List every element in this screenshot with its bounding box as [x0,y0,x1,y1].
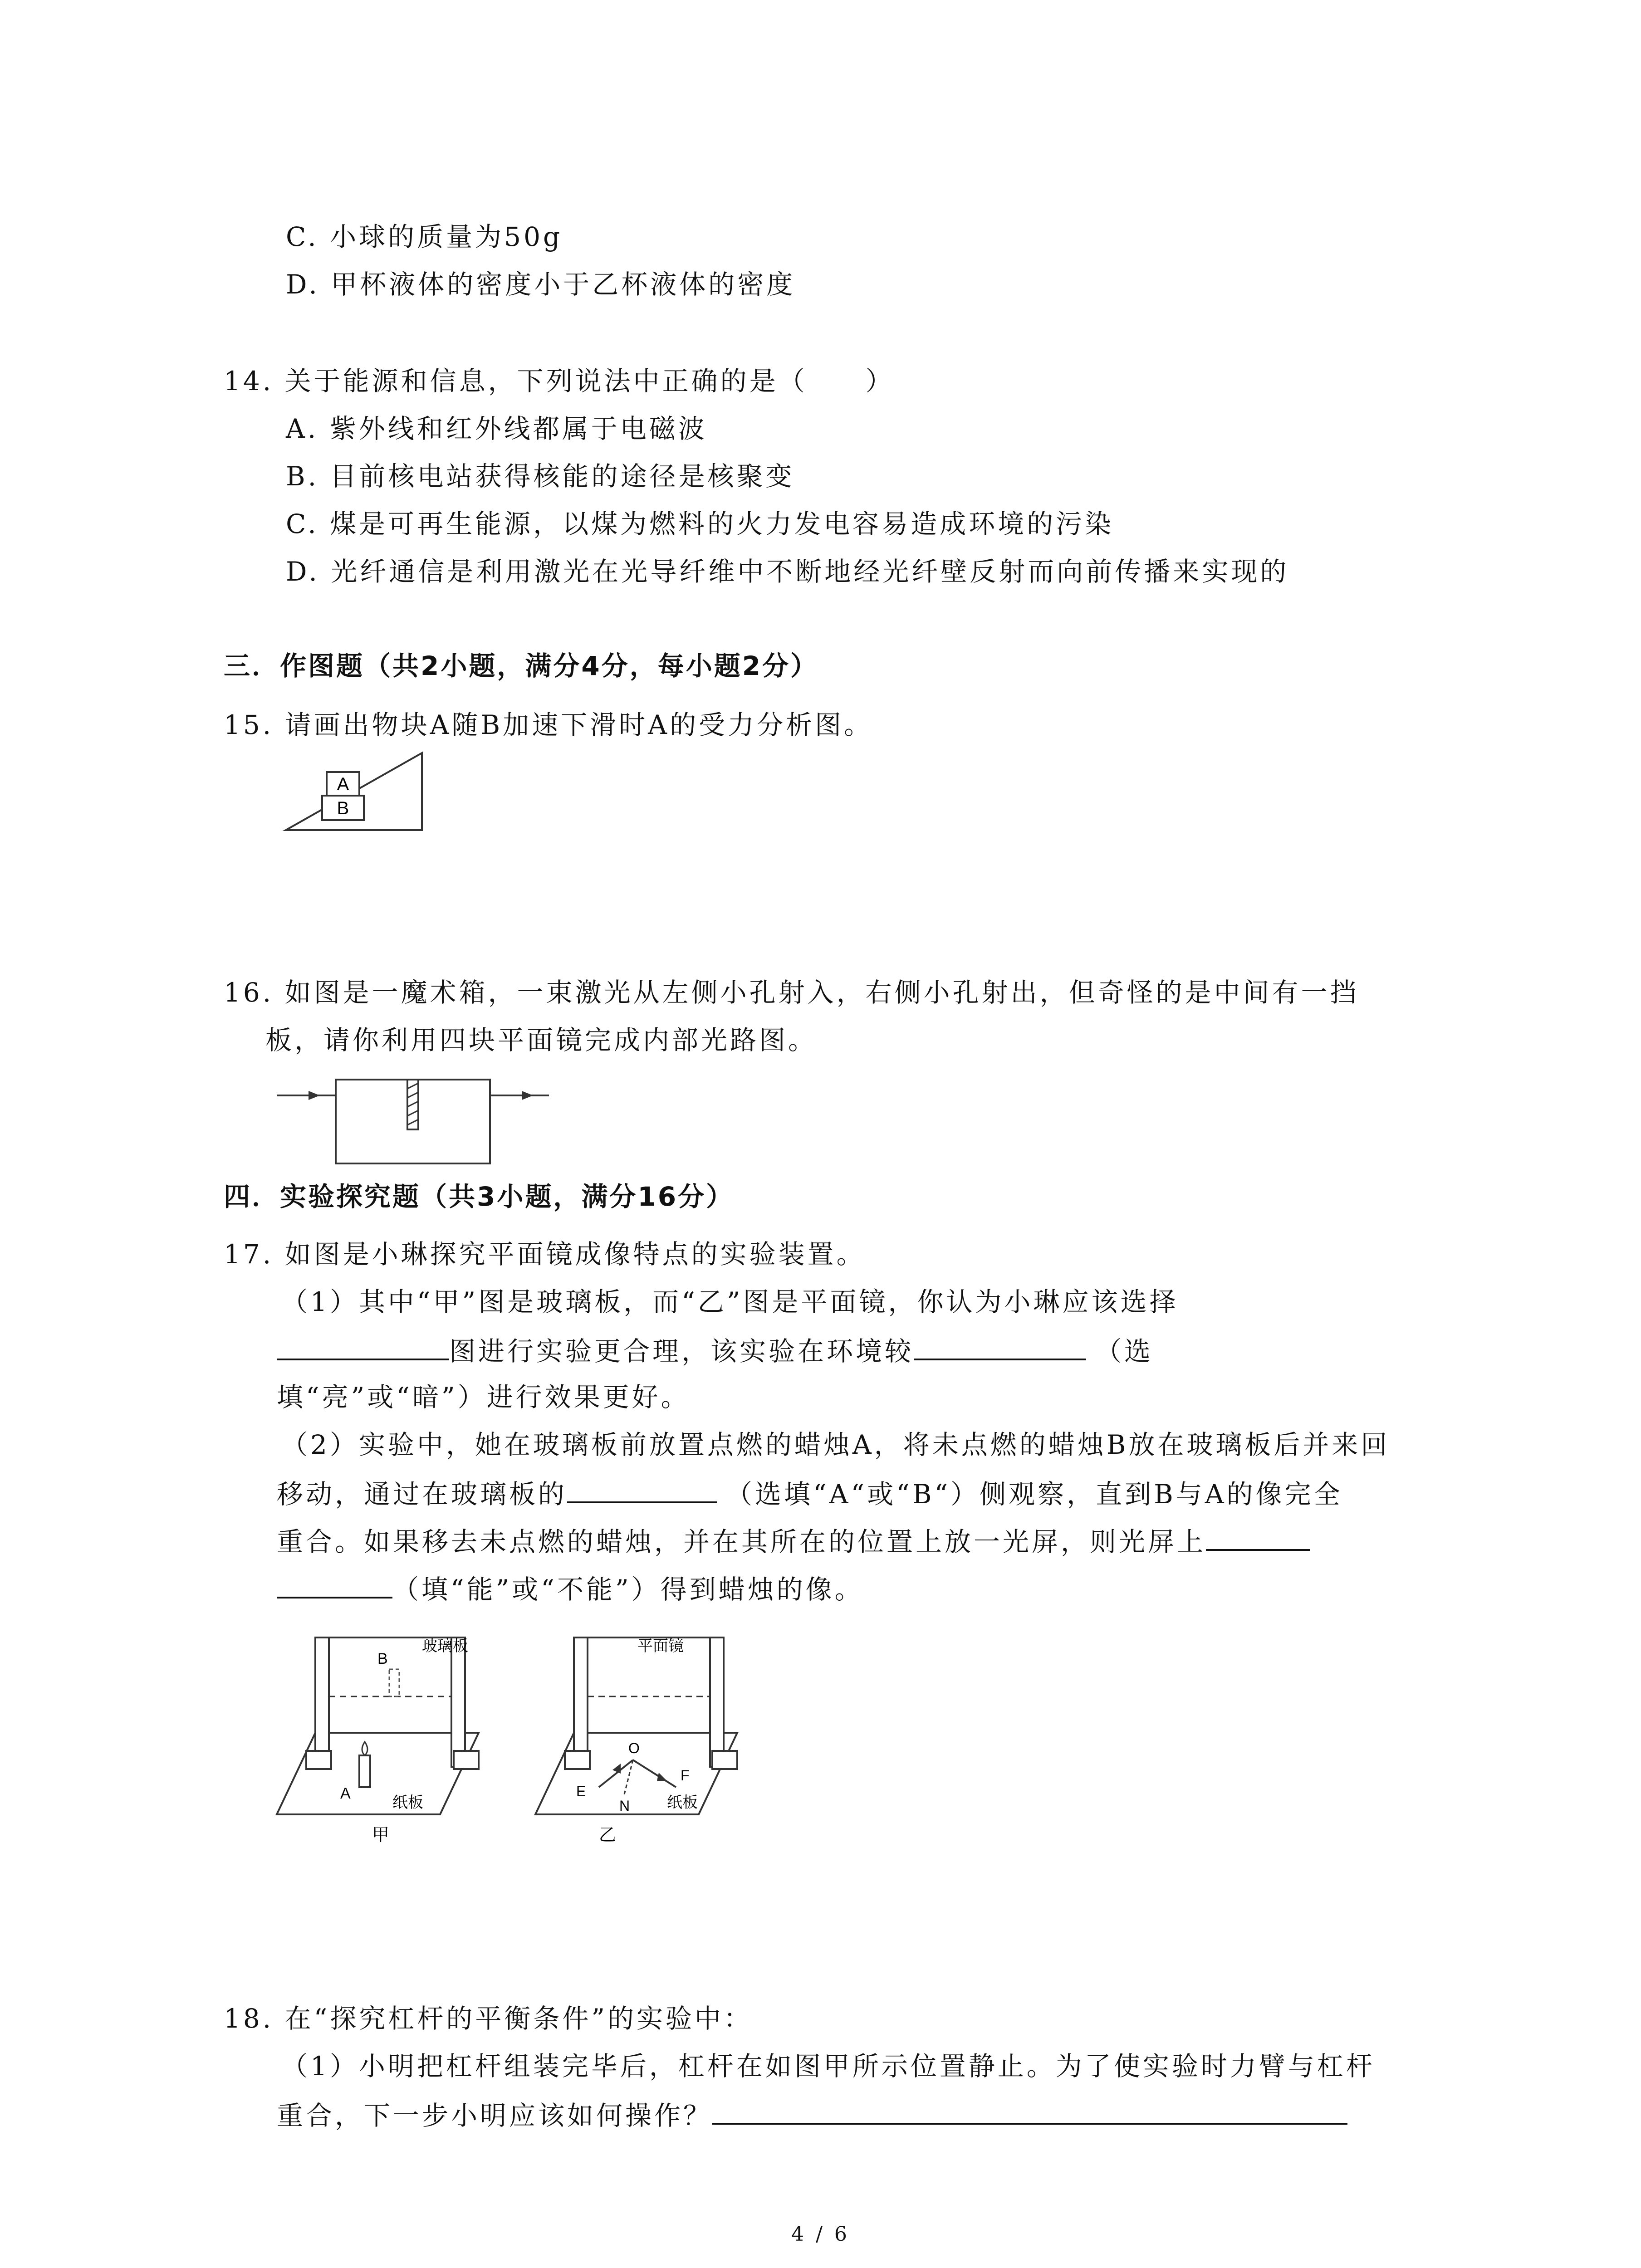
q17-answer-blank-3[interactable] [567,1474,717,1503]
candle-b [389,1669,399,1696]
candle-a [359,1755,370,1787]
clip-left [565,1751,590,1769]
q16-stem-line1: 16. 如图是一魔术箱，一束激光从左侧小孔射入，右侧小孔射出，但奇怪的是中间有一挡 [224,977,1359,1008]
q17-part2-line2: 移动，通过在玻璃板的 （选填“A“或“B“）侧观察，直到B与A的像完全 [277,1474,1343,1512]
section-4-title: 四．实验探究题（共3小题，满分16分） [224,1181,735,1212]
q18-part1-line1: （1）小明把杠杆组装完毕后，杠杆在如图甲所示位置静止。为了使实验时力臂与杠杆 [281,2051,1375,2082]
q14-option-b: B. 目前核电站获得核能的途径是核聚变 [286,461,795,492]
q13-option-c: C. 小球的质量为50g [286,221,563,252]
q18-part1-line2: 重合，下一步小明应该如何操作？ [277,2096,1347,2134]
reflected-arrow-icon [657,1773,667,1781]
q17-figure-jia [272,1624,485,1846]
clip-left [306,1751,331,1769]
section-3-title: 三．作图题（共2小题，满分4分，每小题2分） [224,650,819,681]
reflected-ray [633,1760,676,1787]
glass-board-label: 玻璃板 [422,1637,468,1655]
q17-answer-blank-4-cont[interactable] [277,1569,392,1598]
incoming-arrow-icon [309,1091,320,1100]
paper-label: 纸板 [667,1794,698,1811]
figure-yi-caption: 乙 [599,1826,617,1845]
q17-answer-blank-1[interactable] [277,1331,449,1360]
glass-pane-right [451,1637,465,1767]
paper-board [277,1733,479,1814]
figure-jia-caption: 甲 [372,1826,390,1845]
q17-part2-line1: （2）实验中，她在玻璃板前放置点燃的蜡烛A，将未点燃的蜡烛B放在玻璃板后并来回 [281,1429,1390,1460]
block-b-label: B [337,798,349,818]
q16-magic-box-figure [277,1070,558,1170]
clip-right [712,1751,737,1769]
q18-answer-blank[interactable] [712,2096,1347,2125]
outgoing-arrow-icon [522,1091,533,1100]
q14-option-a: A. 紫外线和红外线都属于电磁波 [286,413,707,444]
clip-right [454,1751,479,1769]
q14-stem: 14. 关于能源和信息，下列说法中正确的是（ ） [224,366,895,396]
q14-option-c: C. 煤是可再生能源，以煤为燃料的火力发电容易造成环境的污染 [286,508,1114,539]
mirror-left [574,1637,588,1767]
incident-ray [599,1760,633,1787]
q17-part1-line2: 图进行实验更合理，该实验在环境较 （选 [277,1331,1153,1369]
flame-icon [362,1742,367,1755]
candle-a-label: A [340,1785,351,1802]
q14-option-d: D. 光纤通信是利用激光在光导纤维中不断地经光纤壁反射而向前传播来实现的 [286,556,1289,587]
block-a-label: A [337,774,349,794]
ray-e-label: E [576,1783,586,1799]
q17-answer-blank-2[interactable] [914,1331,1086,1360]
glass-pane-left [315,1637,329,1767]
mirror-label: 平面镜 [637,1637,684,1655]
q17-figure-yi [531,1624,744,1846]
page-number: 4 / 6 [791,2223,850,2246]
q17-part1-line1: （1）其中“甲”图是玻璃板，而“乙”图是平面镜，你认为小琳应该选择 [281,1286,1179,1317]
normal-n-label: N [619,1798,630,1814]
q18-stem: 18. 在“探究杠杆的平衡条件”的实验中： [224,2003,753,2034]
q17-part2-line3: 重合。如果移去未点燃的蜡烛，并在其所在的位置上放一光屏，则光屏上 [277,1522,1310,1560]
mirror-right [710,1637,724,1767]
q17-stem: 17. 如图是小琳探究平面镜成像特点的实验装置。 [224,1239,866,1270]
q13-option-d: D. 甲杯液体的密度小于乙杯液体的密度 [286,269,796,300]
q15-figure [281,748,426,835]
ray-f-label: F [681,1767,690,1784]
point-o-label: O [628,1740,640,1756]
q16-stem-line2: 板，请你利用四块平面镜完成内部光路图。 [265,1025,818,1056]
paper-label: 纸板 [392,1794,423,1811]
candle-b-label: B [377,1650,388,1667]
q17-part2-line4: （填“能”或“不能”）得到蜡烛的像。 [277,1569,864,1608]
q15-stem: 15. 请画出物块A随B加速下滑时A的受力分析图。 [224,709,873,740]
q17-part1-line3: 填“亮”或“暗”）进行效果更好。 [277,1382,690,1413]
q17-answer-blank-4[interactable] [1206,1522,1310,1551]
